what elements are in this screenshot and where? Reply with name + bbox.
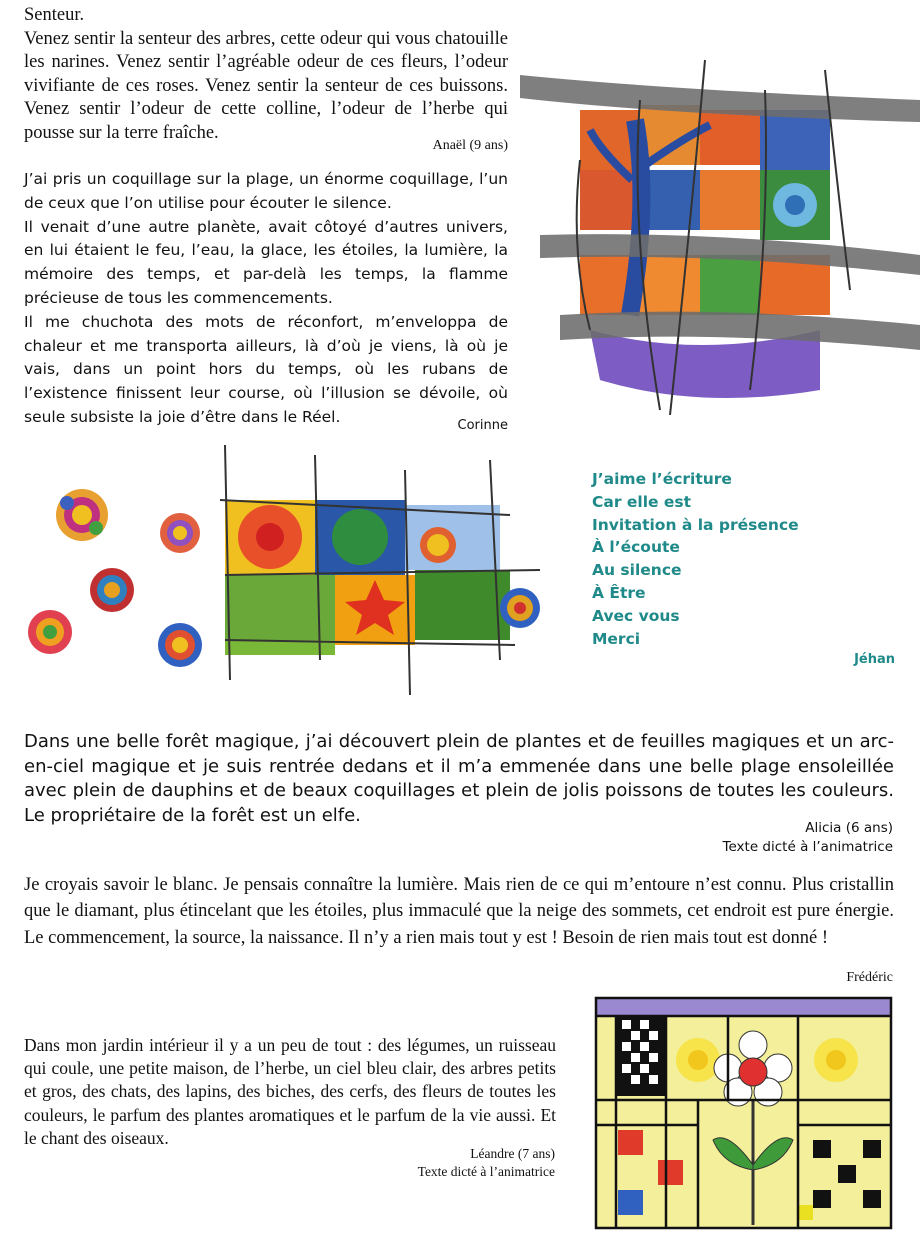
jehan-poem-line: Avec vous <box>592 606 680 625</box>
drawing-flowers-grid <box>20 440 550 695</box>
corinne-text-block <box>24 168 508 430</box>
alicia-note: Texte dicté à l’animatrice <box>722 839 893 855</box>
leandre-text-block: Dans mon jardin intérieur il y a un peu de tout : des légumes, un ruisseau qui coule, une petite maison, de l’herbe, un ciel bleu clair, des arbres petits et gros, des chats, des lapins, des biches, des cerfs, des fleurs de toutes les couleurs, le parfum des plantes aromatiques et le parfum de la vie aussi. Et le chant des oiseaux. <box>24 1035 556 1148</box>
corinne-paragraph-2: Il venait d’une autre planète, avait côtoyé d’autres univers, en lui étaient le feu, l’eau, la glace, les étoiles, la lumière, la mémoire des temps, et par-delà les temps, la flamme précieuse de tous les commencements. <box>24 217 508 307</box>
drawing-tree-weave <box>520 30 920 415</box>
anael-title: Senteur. <box>24 5 85 25</box>
jehan-poem-line: Au silence <box>592 561 682 580</box>
frederic-signature: Frédéric <box>846 970 893 985</box>
jehan-poem-line: J’aime l’écriture <box>592 470 732 488</box>
jehan-poem-line: Car elle est <box>592 492 692 511</box>
anael-paragraph: Venez sentir la senteur des arbres, cette odeur qui vous chatouille les narines. Venez sentir l’agréable odeur de ces fleurs, l’odeur vivifiante de ces roses. Venez sentir la senteur de ces buissons. Venez sentir l’odeur de cette colline, l’odeur de l’herbe qui pousse sur la terre fraîche. <box>24 28 508 143</box>
drawing-grid-squares <box>225 500 510 655</box>
leandre-signature: Léandre (7 ans) <box>470 1146 555 1161</box>
alicia-text-block: Dans une belle forêt magique, j’ai découvert plein de plantes et de feuilles magiques et un arc-en-ciel magique et je suis rentrée dedans et il m’a emmenée dans une belle plage ensoleillée avec plein de dauphins et de beaux coquillages et plein de jolis poissons de toutes les couleurs. Le propriétaire de la forêt est un elfe. <box>24 731 894 826</box>
drawing-garden-grid <box>588 990 900 1235</box>
jehan-poem-line: À l’écoute <box>592 538 680 557</box>
frederic-text-block: Je croyais savoir le blanc. Je pensais connaître la lumière. Mais rien de ce qui m’entoure n’est connu. Plus cristallin que le diamant, plus étincelant que les étoiles, plus immaculé que la neige des sommets, cet endroit est pure énergie. Le commencement, la source, la naissance. Il n’y a rien mais tout y est ! Besoin de rien mais tout est donné ! <box>24 875 894 948</box>
corinne-paragraph-1: J’ai pris un coquillage sur la plage, un énorme coquillage, l’un de ceux que l’on utilise pour écouter le silence. <box>24 170 508 212</box>
anael-text-block <box>24 4 508 145</box>
corinne-signature: Corinne <box>457 418 508 433</box>
alicia-signature: Alicia (6 ans) <box>805 820 893 836</box>
jehan-poem-line: À Être <box>592 583 646 602</box>
jehan-poem <box>592 468 892 650</box>
anael-signature: Anaël (9 ans) <box>432 138 508 153</box>
leandre-note: Texte dicté à l’animatrice <box>417 1164 555 1179</box>
jehan-signature: Jéhan <box>854 652 895 667</box>
jehan-poem-line: Merci <box>592 629 641 648</box>
jehan-poem-line: Invitation à la présence <box>592 515 799 534</box>
corinne-paragraph-3: Il me chuchota des mots de réconfort, m’enveloppa de chaleur et me transporta ailleurs, là d’où je viens, là où je vais, dans un point hors du temps, où les rubans de l’existence finissent leur course, où l’illusion se dévoile, où seule subsiste la joie d’être dans le Réel. <box>24 312 508 426</box>
